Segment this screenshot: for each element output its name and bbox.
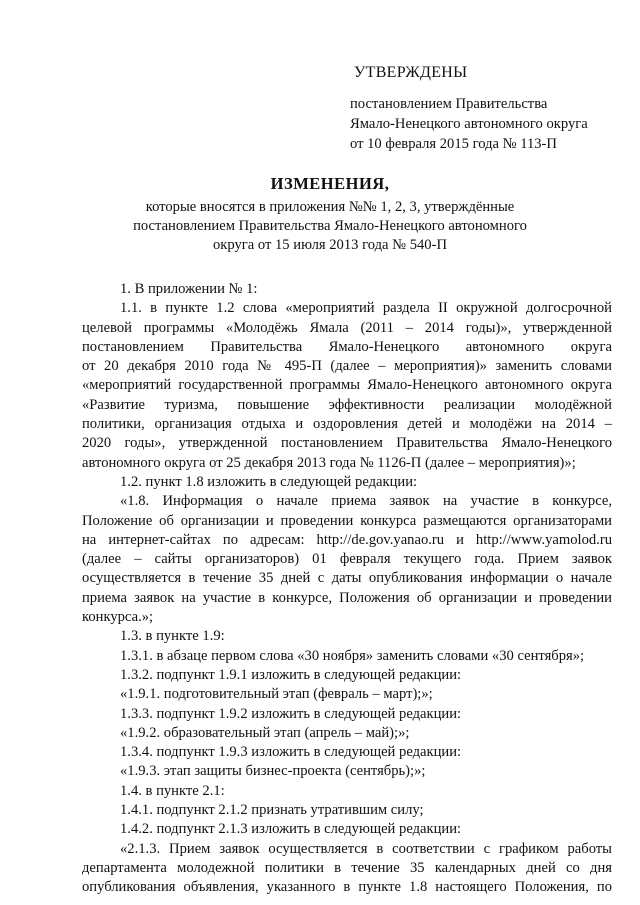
body-line: приема заявок на участие в конкурсе, Положения об организации и проведении — [82, 589, 612, 606]
heading-line: которые вносятся в приложения №№ 1, 2, 3, утверждённые — [145, 199, 515, 215]
body-line: департамента молодежной политики в течение 35 календарных дней со дня — [82, 859, 612, 876]
body-line: на интернет-сайтах по адресам: http://de.gov.yanao.ru и http://www.yamolod.ru — [82, 531, 612, 548]
document-title: ИЗМЕНЕНИЯ, — [270, 174, 390, 193]
body-line: 1.3. в пункте 1.9: — [120, 628, 225, 645]
body-line: целевой программы «Молодёжь Ямала (2011 – 2014 годы)», утвержденной — [82, 319, 612, 336]
body-line: (далее – сайты организаторов) 01 февраля текущего года. Прием заявок — [82, 551, 612, 568]
document-heading — [120, 174, 540, 255]
body-line: 1.3.3. подпункт 1.9.2 изложить в следующей редакции: — [120, 705, 462, 722]
heading-line: постановлением Правительства Ямало-Ненецкого автономного — [133, 218, 527, 234]
document-body — [82, 280, 612, 898]
body-line: политики, организация отдыха и оздоровления детей и молодёжи на 2014 – — [82, 416, 612, 433]
body-line: 1.3.2. подпункт 1.9.1 изложить в следующей редакции: — [120, 666, 462, 683]
heading-line: округа от 15 июля 2013 года № 540-П — [212, 237, 447, 253]
body-line: 2020 годы», утвержденной постановлением Правительства Ямало-Ненецкого — [82, 435, 612, 452]
body-line: 1.4.1. подпункт 2.1.2 признать утратившим силу; — [120, 802, 424, 819]
body-line: «мероприятий государственной программы Ямало-Ненецкого автономного округа — [82, 377, 612, 394]
body-line: опубликования объявления, указанного в пункте 1.8 настоящего Положения, по — [82, 879, 612, 896]
approval-block — [350, 64, 620, 154]
body-line: осуществляется в течение 35 дней с даты опубликования информации о начале — [82, 570, 612, 587]
approval-line: от 10 февраля 2015 года № 113-П — [350, 136, 557, 152]
body-line: 1.2. пункт 1.8 изложить в следующей редакции: — [120, 473, 418, 490]
body-line: 1.4. в пункте 2.1: — [120, 782, 225, 799]
body-line: 1. В приложении № 1: — [120, 281, 258, 297]
body-line: Положение об организации и проведении конкурса размещаются организаторами — [82, 512, 612, 529]
body-line: 1.3.4. подпункт 1.9.3 изложить в следующей редакции: — [120, 744, 462, 761]
body-line: «1.9.2. образовательный этап (апрель – май);»; — [120, 724, 410, 741]
body-line: 1.3.1. в абзаце первом слова «30 ноября» заменить словами «30 сентября»; — [120, 647, 585, 664]
approval-line: Ямало-Ненецкого автономного округа — [350, 116, 588, 132]
body-line: 1.1. в пункте 1.2 слова «мероприятий раздела II окружной долгосрочной — [120, 300, 612, 317]
body-line: «1.9.1. подготовительный этап (февраль – март);»; — [120, 686, 433, 703]
body-line: «2.1.3. Прием заявок осуществляется в соответствии с графиком работы — [120, 840, 612, 857]
approval-line: постановлением Правительства — [350, 96, 548, 112]
approval-title: УТВЕРЖДЕНЫ — [354, 64, 468, 81]
body-line: 1.4.2. подпункт 2.1.3 изложить в следующей редакции: — [120, 821, 462, 838]
body-line: автономного округа от 25 декабря 2013 года № 1126-П (далее – мероприятия)»; — [82, 454, 576, 471]
body-line: от 20 декабря 2010 года № 495-П (далее – мероприятия)» заменить словами — [82, 358, 612, 375]
body-line: «1.8. Информация о начале приема заявок на участие в конкурсе, — [120, 493, 612, 510]
body-line: постановлением Правительства Ямало-Ненецкого автономного округа — [82, 338, 612, 355]
body-line: «Развитие туризма, повышение эффективности реализации молодёжной — [82, 396, 612, 413]
body-line: «1.9.3. этап защиты бизнес-проекта (сентябрь);»; — [120, 763, 426, 780]
body-line: конкурса.»; — [82, 609, 154, 626]
